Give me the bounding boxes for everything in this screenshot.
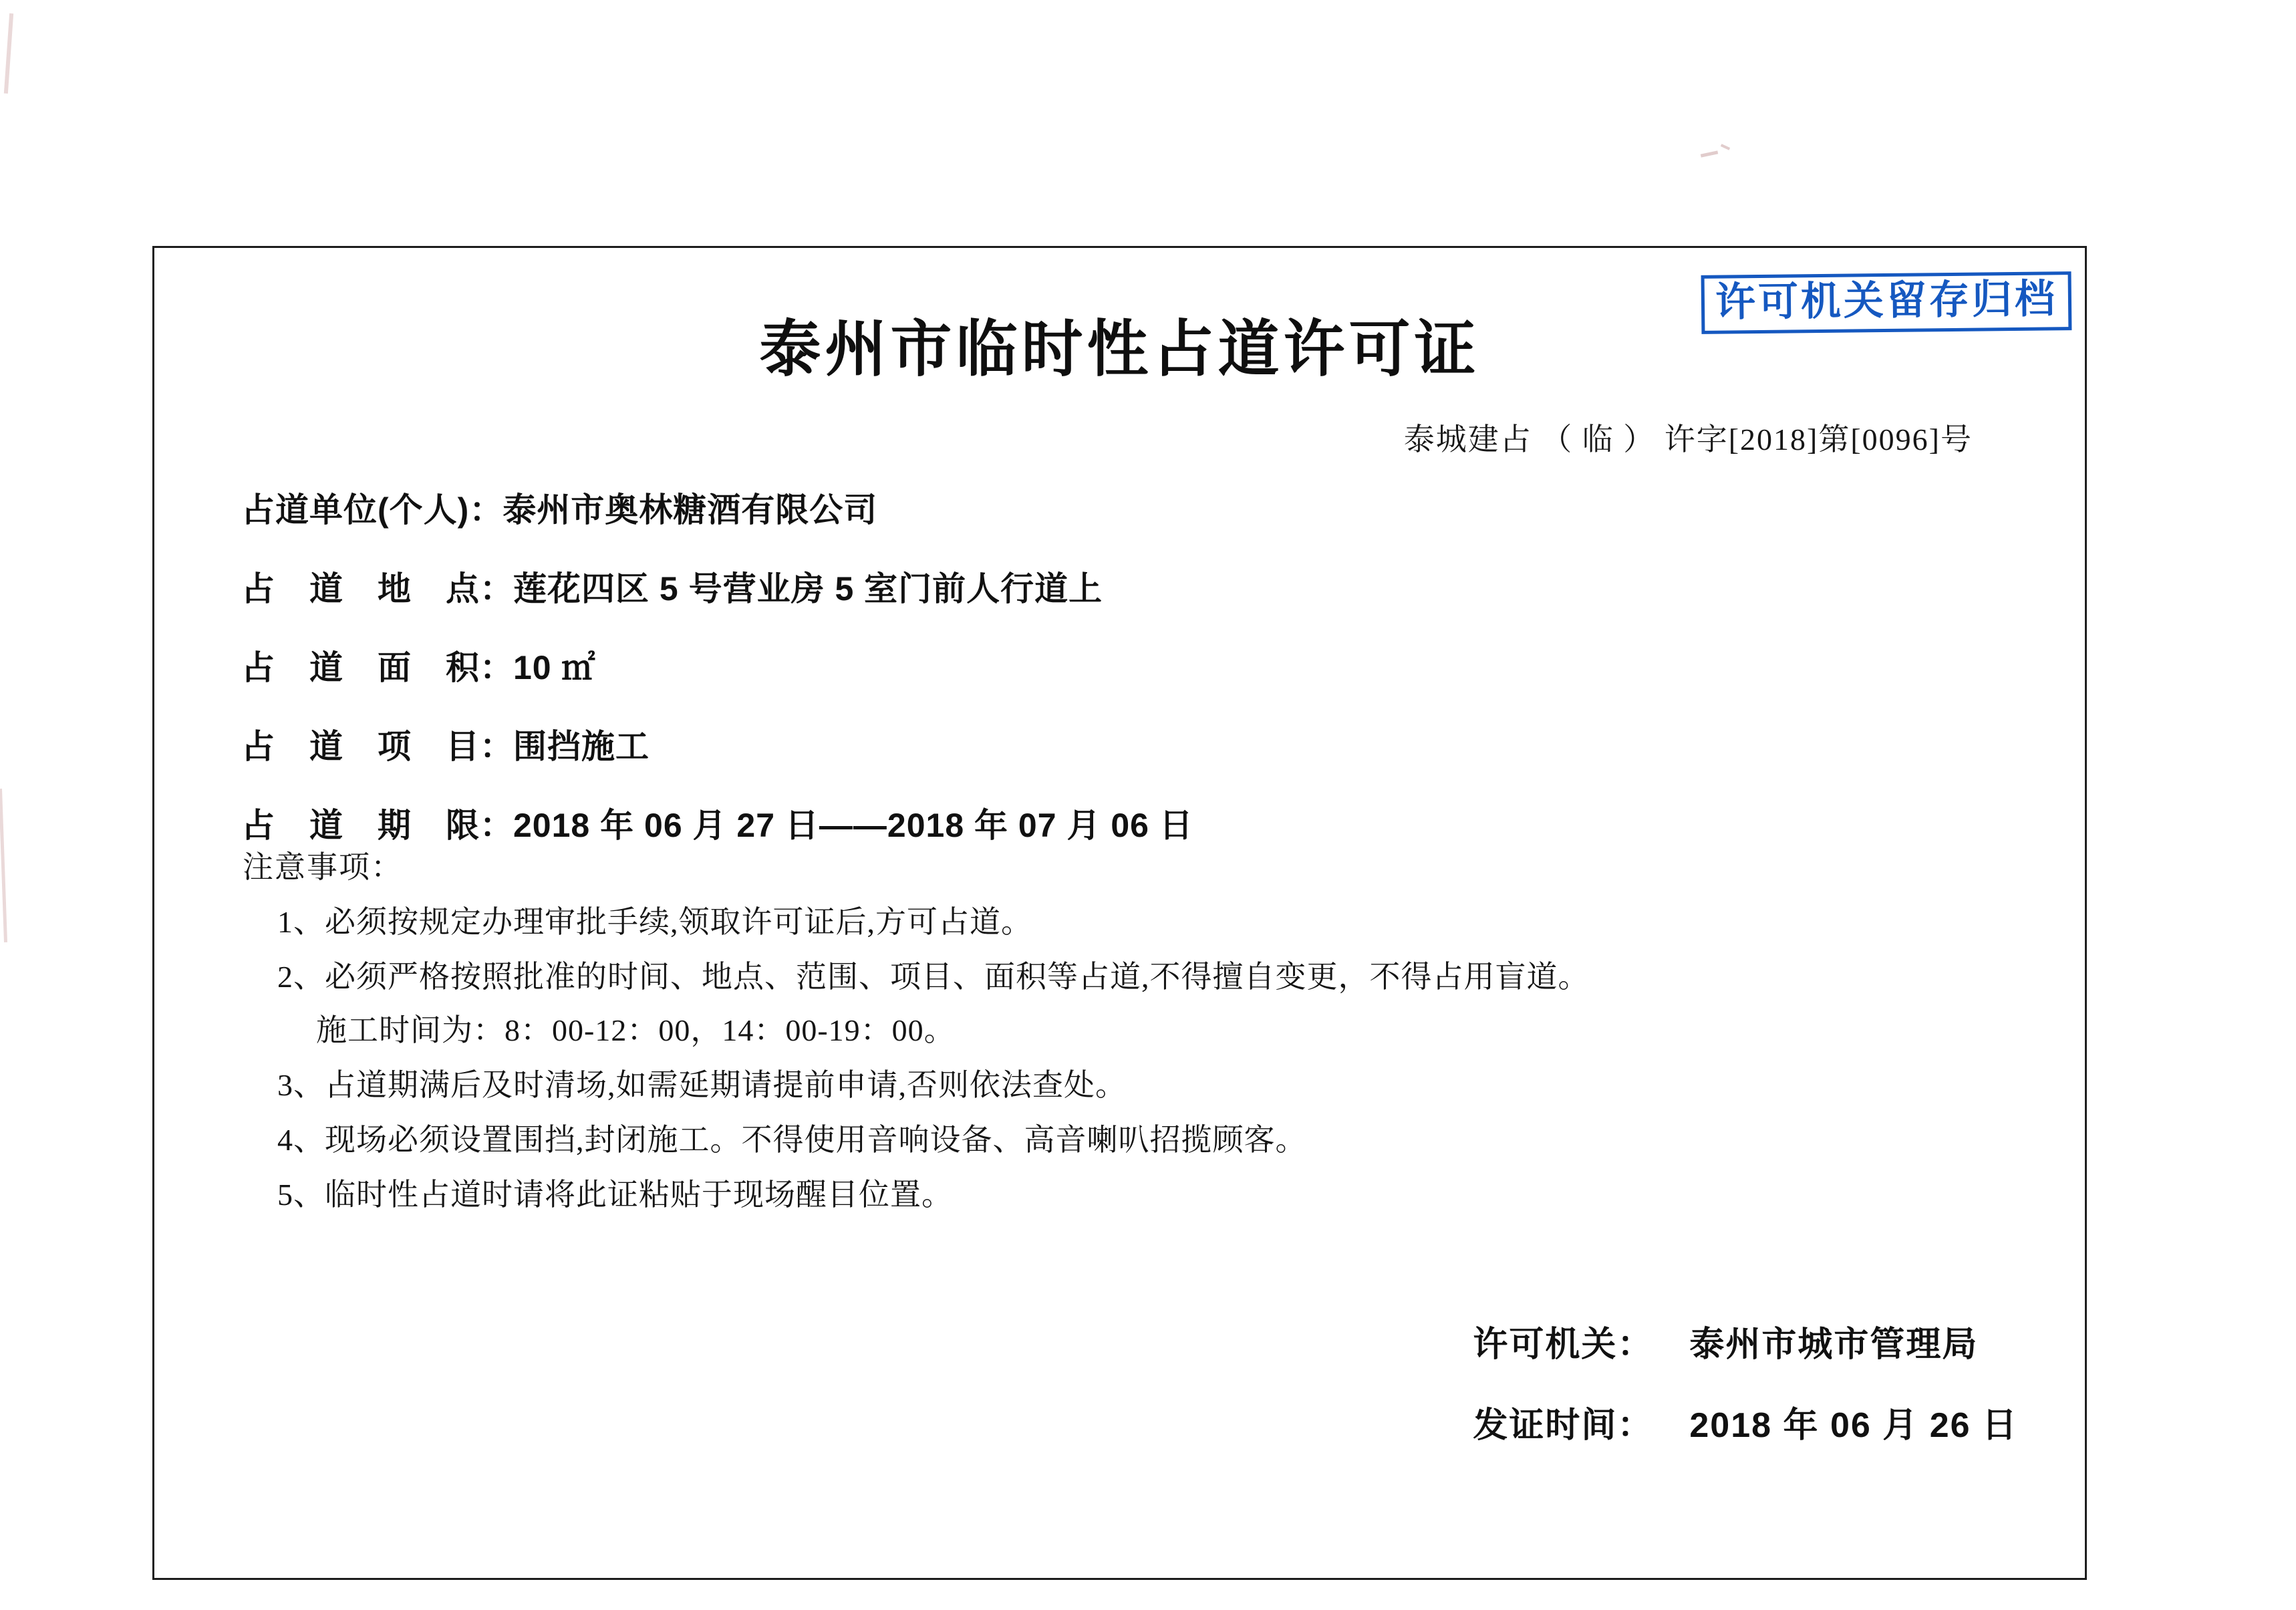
- scan-artifact: [1721, 144, 1730, 150]
- document-frame: [152, 246, 2087, 1580]
- notes-title: 注意事项：: [243, 850, 403, 884]
- field-value-area: 10 ㎡: [513, 649, 596, 686]
- note-sub-work-hours: 施工时间为：8：00-12：00，14：00-19：00。: [316, 1013, 956, 1047]
- document-number: 泰城建占 （ 临 ） 许字[2018]第[0096]号: [1403, 422, 1973, 456]
- field-row: [241, 799, 2045, 847]
- field-value-unit: 泰州市奥林糖酒有限公司: [503, 491, 878, 529]
- field-label-project: 占 道 项 目: [241, 728, 480, 765]
- archive-stamp: 许可机关留存归档: [1701, 271, 2072, 334]
- note-item: 2、必须严格按照批准的时间、地点、范围、项目、面积等占道,不得擅自变更，不得占用盲道。: [277, 960, 1590, 994]
- field-label-period: 占 道 期 限: [241, 807, 480, 844]
- notes-section: [243, 843, 2047, 1214]
- field-label-area: 占 道 面 积: [241, 649, 480, 686]
- note-item: 4、现场必须设置围挡,封闭施工。不得使用音响设备、高音喇叭招揽顾客。: [277, 1123, 1307, 1157]
- field-label-unit: 占道单位(个人): [241, 491, 470, 529]
- field-value-project: 围挡施工: [513, 728, 650, 765]
- note-item: 1、必须按规定办理审批手续,领取许可证后,方可占道。: [277, 905, 1032, 939]
- field-colon: ：: [480, 807, 513, 844]
- field-row: [241, 641, 2045, 689]
- signature-label-date: 发证时间：: [1473, 1406, 1654, 1445]
- note-item: 3、占道期满后及时清场,如需延期请提前申请,否则依法查处。: [277, 1068, 1127, 1102]
- field-row: [241, 562, 2045, 610]
- note-item: 5、临时性占道时请将此证粘贴于现场醒目位置。: [277, 1178, 953, 1212]
- scan-artifact: [0, 789, 7, 942]
- field-row: [241, 483, 2045, 531]
- field-colon: ：: [480, 649, 513, 686]
- field-colon: ：: [480, 728, 513, 765]
- signature-value-authority: 泰州市城市管理局: [1689, 1325, 1979, 1364]
- field-value-period: 2018 年 06 月 27 日——2018 年 07 月 06 日: [513, 807, 1193, 844]
- signature-row-authority: [1473, 1316, 2018, 1366]
- signature-block: [1473, 1316, 2018, 1478]
- scan-artifact: [4, 13, 13, 94]
- field-colon: ：: [480, 570, 513, 608]
- field-list: [241, 483, 2045, 878]
- signature-row-date: [1473, 1397, 2018, 1447]
- field-row: [241, 720, 2045, 768]
- scan-artifact: [1701, 150, 1718, 157]
- page-title: 泰州市临时性占道许可证: [759, 315, 1480, 384]
- signature-label-authority: 许可机关：: [1473, 1325, 1654, 1364]
- field-colon: ：: [469, 491, 503, 529]
- field-value-location: 莲花四区 5 号营业房 5 室门前人行道上: [513, 570, 1103, 608]
- field-label-location: 占 道 地 点: [241, 570, 480, 608]
- signature-value-date: 2018 年 06 月 26 日: [1689, 1406, 2018, 1445]
